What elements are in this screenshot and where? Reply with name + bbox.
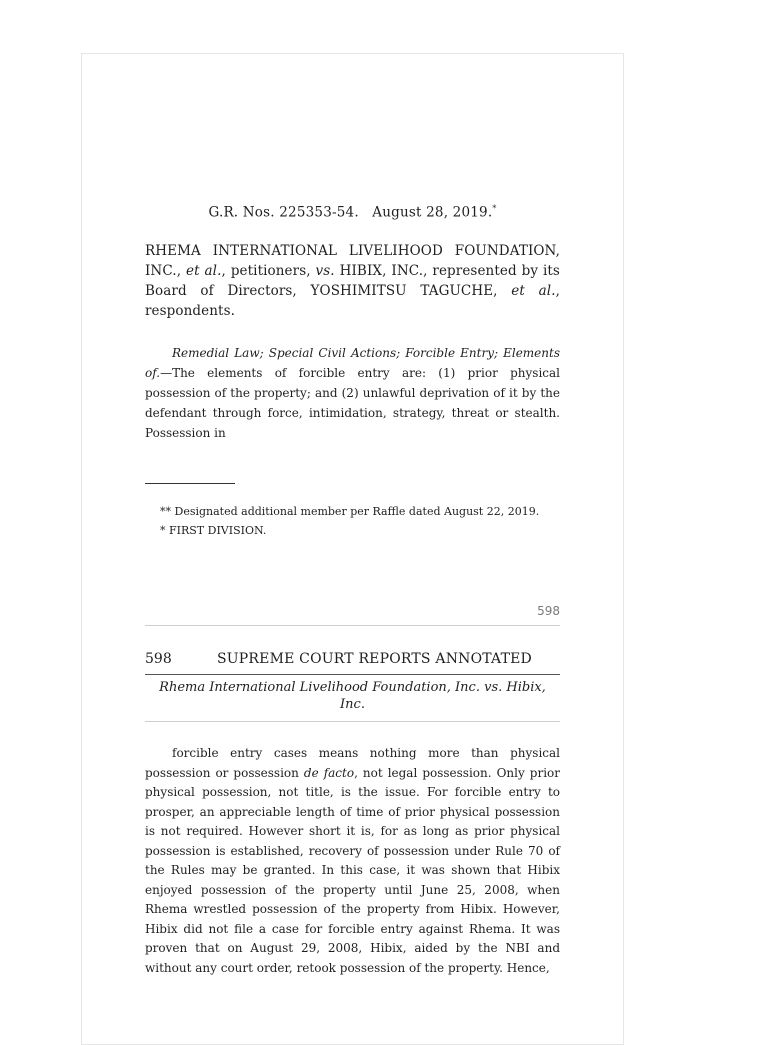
running-page-number: 598 (145, 651, 172, 667)
et-al: et al. (186, 263, 222, 279)
gr-number-line (145, 204, 560, 221)
versus: vs. (315, 263, 335, 279)
decision-date: August 28, 2019. (372, 204, 493, 221)
de-facto-term: de facto (303, 765, 355, 780)
et-al: et al. (511, 283, 556, 299)
case-title-rule (145, 721, 560, 722)
footnote-1: ** Designated additional member per Raffle dated August 22, 2019. (160, 505, 540, 518)
footnote-2: * FIRST DIVISION. (160, 524, 267, 537)
syllabus-paragraph (145, 343, 560, 443)
respondent-name: HIBIX, INC., represented by its Board of Directors, YOSHIMITSU TAGUCHE, (145, 263, 560, 299)
body-paragraph (145, 744, 560, 978)
body-text-part1: forcible entry cases means nothing more than physical possession or possession (145, 746, 560, 780)
syllabus-heading: Remedial Law; Special Civil Actions; Forcible Entry; Elements of. (145, 346, 560, 380)
running-title: SUPREME COURT REPORTS ANNOTATED (217, 651, 532, 667)
footnotes (145, 502, 560, 540)
case-title: Rhema International Livelihood Foundation, Inc. vs. Hibix, Inc. (159, 680, 546, 712)
page-number: 598 (537, 604, 560, 618)
page-break-divider (145, 625, 560, 626)
petitioner-name: RHEMA INTERNATIONAL LIVELIHOOD FOUNDATION, INC. (145, 243, 560, 279)
footnote-marker[interactable]: * (492, 204, 497, 213)
running-header-rule (145, 674, 560, 675)
case-parties: RHEMA INTERNATIONAL LIVELIHOOD FOUNDATION, INC., et al., petitioners, vs. HIBIX, INC., represented by its Board of Directors, YOSHIMITSU TAGUCHE, et al., respondents. (145, 243, 560, 319)
petitioners-label: petitioners, (230, 263, 311, 279)
running-header (145, 651, 560, 667)
document-page (81, 53, 624, 1045)
gr-number: G.R. Nos. 225353-54. (208, 204, 359, 221)
syllabus-text: —The elements of forcible entry are: (1) prior physical possession of the property; and (2) unlawful deprivation of it by the defendant through force, intimidation, strategy, threat or stealth. Possession in (145, 366, 560, 440)
footnote-divider (145, 483, 235, 484)
respondents-label: respondents. (145, 303, 236, 319)
body-text-part2: , not legal possession. Only prior physical possession, not title, is the issue. For forcible entry to prosper, an appreciable length of time of prior physical possession is not required. However short it is, for as long as prior physical possession is established, recovery of possession under Rule 70 of the Rules may be granted. In this case, it was shown that Hibix enjoyed possession of the property until June 25, 2008, when Rhema wrestled possession of the property from Hibix. However, Hibix did not file a case for forcible entry against Rhema. It was proven that on August 29, 2008, Hibix, aided by the NBI and without any court order, retook possession of the property. Hence, (145, 765, 560, 975)
